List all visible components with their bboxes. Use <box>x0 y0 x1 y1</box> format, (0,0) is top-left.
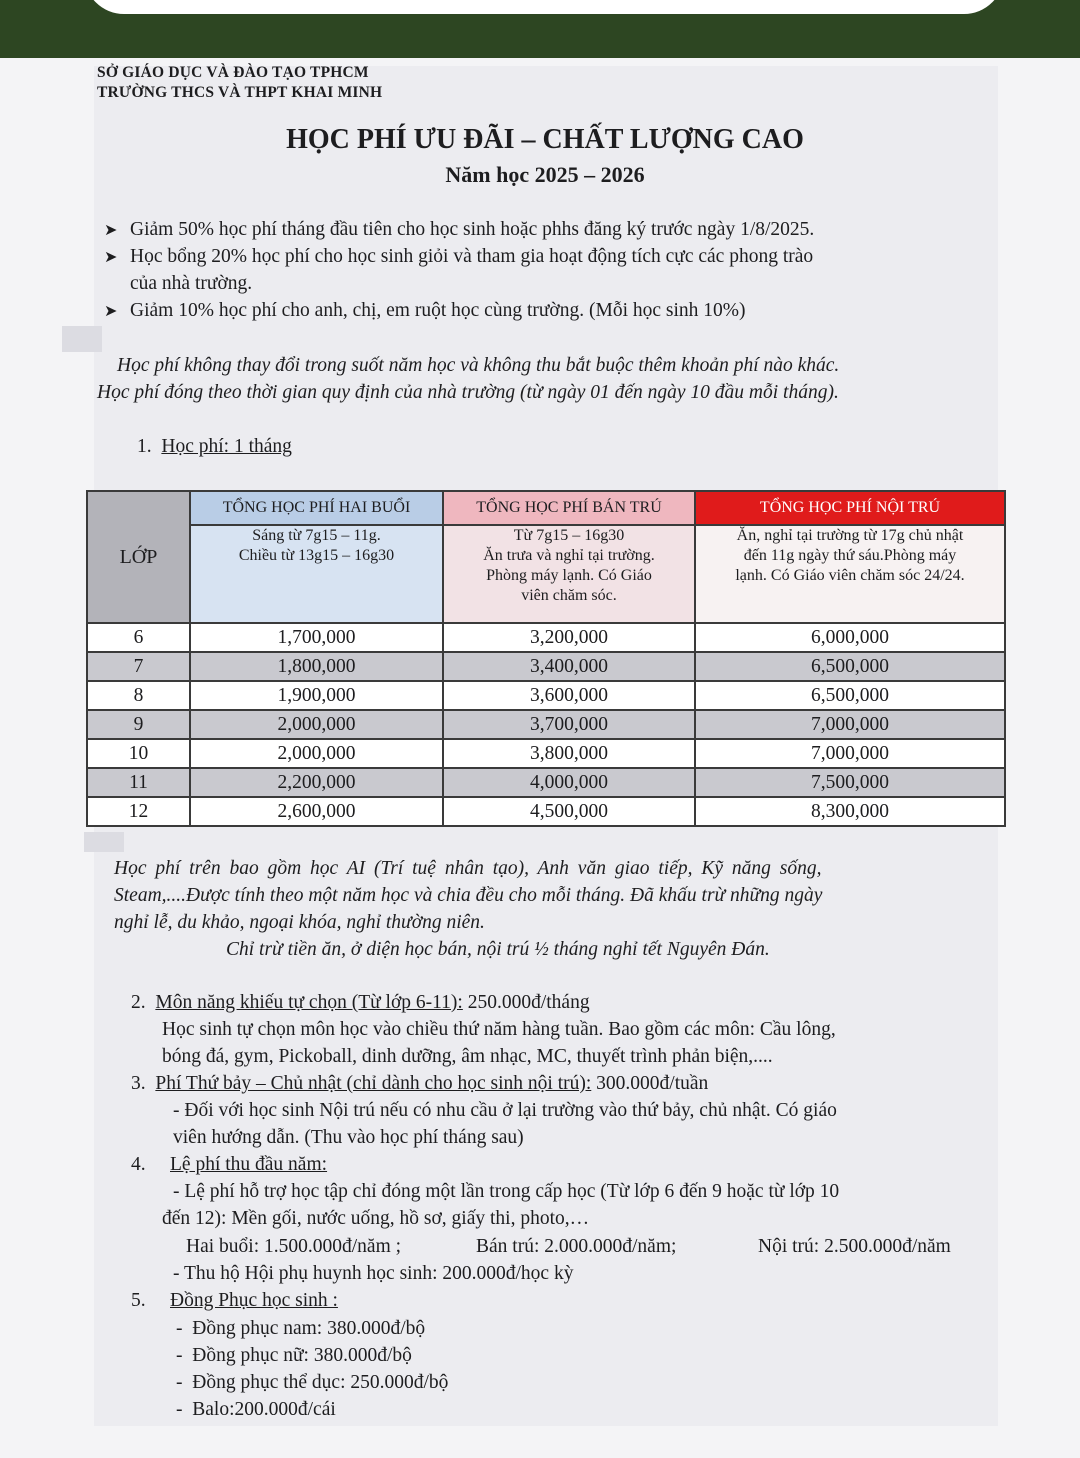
cell-hai-buoi: 2,000,000 <box>190 739 443 768</box>
col-header-hai-buoi: TỔNG HỌC PHÍ HAI BUỔI <box>190 491 443 525</box>
bullet-item: ➤ Giảm 50% học phí tháng đầu tiên cho học sinh hoặc phhs đăng ký trước ngày 1/8/2025. <box>104 219 815 240</box>
table-row <box>87 768 1005 797</box>
bullet-item: ➤ Học bổng 20% học phí cho học sinh giỏi và tham gia hoạt động tích cực các phong trào <box>104 246 814 267</box>
cell-hai-buoi: 1,700,000 <box>190 623 443 652</box>
table-row <box>87 652 1005 681</box>
bullet-item: ➤ Giảm 10% học phí cho anh, chị, em ruột học cùng trường. (Mỗi học sinh 10%) <box>104 300 746 321</box>
desc-ban-tru: Từ 7g15 – 16g30 Ăn trưa và nghỉ tại trường. Phòng máy lạnh. Có Giáo viên chăm sóc. <box>443 525 695 623</box>
table-note-line: Chỉ trừ tiền ăn, ở diện học bán, nội trú ½ tháng nghỉ tết Nguyên Đán. <box>226 939 770 960</box>
cell-hai-buoi: 1,900,000 <box>190 681 443 710</box>
cell-ban-tru: 4,000,000 <box>443 768 695 797</box>
cell-hai-buoi: 2,600,000 <box>190 797 443 826</box>
table-row <box>87 739 1005 768</box>
fee-hai-buoi: Hai buổi: 1.500.000đ/năm ; <box>186 1236 402 1257</box>
cell-noi-tru: 6,000,000 <box>695 623 1005 652</box>
cell-ban-tru: 4,500,000 <box>443 797 695 826</box>
cell-lop: 9 <box>87 710 190 739</box>
section-2-text: Học sinh tự chọn môn học vào chiều thứ năm hàng tuần. Bao gồm các môn: Cầu lông, <box>162 1019 836 1040</box>
section-4-heading: 4. Lệ phí thu đầu năm: <box>131 1154 328 1175</box>
cell-noi-tru: 6,500,000 <box>695 652 1005 681</box>
cell-noi-tru: 8,300,000 <box>695 797 1005 826</box>
desc-noi-tru: Ăn, nghỉ tại trường từ 17g chủ nhật đến 11g ngày thứ sáu.Phòng máy lạnh. Có Giáo viên chăm sóc 24/24. <box>695 525 1005 623</box>
fee-noi-tru: Nội trú: 2.500.000đ/năm <box>758 1236 951 1257</box>
cell-lop: 6 <box>87 623 190 652</box>
col-header-noi-tru: TỔNG HỌC PHÍ NỘI TRÚ <box>695 491 1005 525</box>
cell-ban-tru: 3,600,000 <box>443 681 695 710</box>
cell-hai-buoi: 1,800,000 <box>190 652 443 681</box>
table-note-line: Học phí trên bao gồm học AI (Trí tuệ nhân tạo), Anh văn giao tiếp, Kỹ năng sống, <box>114 858 822 879</box>
section-3-heading: 3. Phí Thứ bảy – Chủ nhật (chỉ dành cho học sinh nội trú): 300.000đ/tuần <box>131 1073 709 1094</box>
note-line: Học phí không thay đổi trong suốt năm học và không thu bắt buộc thêm khoản phí nào khác. <box>117 355 840 376</box>
scan-smudge <box>84 832 124 852</box>
org-line-1: SỞ GIÁO DỤC VÀ ĐÀO TẠO TPHCM <box>97 64 369 81</box>
cell-noi-tru: 7,000,000 <box>695 739 1005 768</box>
desc-hai-buoi: Sáng từ 7g15 – 11g. Chiều từ 13g15 – 16g30 <box>190 525 443 623</box>
doc-subtitle: Năm học 2025 – 2026 <box>445 162 645 187</box>
arrow-bullet-icon: ➤ <box>104 303 118 320</box>
scan-smudge <box>62 326 102 352</box>
table-note-line: nghỉ lễ, du khảo, ngoại khóa, nghỉ thường niên. <box>114 912 485 933</box>
top-pill <box>84 0 1004 14</box>
cell-ban-tru: 3,400,000 <box>443 652 695 681</box>
table-row <box>87 623 1005 652</box>
fee-ban-tru: Bán trú: 2.000.000đ/năm; <box>476 1236 677 1257</box>
section-4-text: - Lệ phí hỗ trợ học tập chỉ đóng một lần trong cấp học (Từ lớp 6 đến 9 hoặc từ lớp 10 <box>173 1181 840 1202</box>
col-header-lop: LỚP <box>87 491 190 623</box>
cell-noi-tru: 6,500,000 <box>695 681 1005 710</box>
note-line: Học phí đóng theo thời gian quy định của nhà trường (từ ngày 01 đến ngày 10 đầu mỗi tháng). <box>97 382 839 403</box>
arrow-bullet-icon: ➤ <box>104 249 118 266</box>
arrow-bullet-icon: ➤ <box>104 222 118 239</box>
section-4-text: đến 12): Mền gối, nước uống, hồ sơ, giấy thi, photo,… <box>162 1208 590 1229</box>
cell-ban-tru: 3,700,000 <box>443 710 695 739</box>
cell-ban-tru: 3,200,000 <box>443 623 695 652</box>
org-line-2: TRƯỜNG THCS VÀ THPT KHAI MINH <box>97 84 383 101</box>
section-2-text: bóng đá, gym, Pickoball, dinh dưỡng, âm nhạc, MC, thuyết trình phản biện,.... <box>162 1046 773 1067</box>
uniform-item: - Đồng phục nữ: 380.000đ/bộ <box>176 1345 412 1366</box>
cell-hai-buoi: 2,000,000 <box>190 710 443 739</box>
cell-lop: 12 <box>87 797 190 826</box>
cell-lop: 11 <box>87 768 190 797</box>
table-row <box>87 797 1005 826</box>
section-1-heading: 1. Học phí: 1 tháng <box>137 436 292 457</box>
section-4-thu-ho: - Thu hộ Hội phụ huynh học sinh: 200.000đ/học kỳ <box>173 1263 574 1284</box>
top-bar <box>0 0 1080 58</box>
fee-table <box>86 490 1006 827</box>
cell-lop: 10 <box>87 739 190 768</box>
section-3-text: viên hướng dẫn. (Thu vào học phí tháng sau) <box>173 1127 524 1148</box>
doc-title: HỌC PHÍ ƯU ĐÃI – CHẤT LƯỢNG CAO <box>286 124 804 155</box>
cell-noi-tru: 7,500,000 <box>695 768 1005 797</box>
cell-hai-buoi: 2,200,000 <box>190 768 443 797</box>
uniform-item: - Balo:200.000đ/cái <box>176 1399 336 1420</box>
section-5-heading: 5. Đồng Phục học sinh : <box>131 1290 338 1311</box>
cell-noi-tru: 7,000,000 <box>695 710 1005 739</box>
bullet-continuation: của nhà trường. <box>130 273 253 294</box>
table-row <box>87 710 1005 739</box>
table-row <box>87 681 1005 710</box>
section-2-heading: 2. Môn năng khiếu tự chọn (Từ lớp 6-11): 250.000đ/tháng <box>131 992 590 1013</box>
table-note-line: Steam,....Được tính theo một năm học và chia đều cho mỗi tháng. Đã khấu trừ những ngày <box>114 885 823 906</box>
cell-ban-tru: 3,800,000 <box>443 739 695 768</box>
uniform-item: - Đồng phục thể dục: 250.000đ/bộ <box>176 1372 449 1393</box>
cell-lop: 7 <box>87 652 190 681</box>
col-header-ban-tru: TỔNG HỌC PHÍ BÁN TRÚ <box>443 491 695 525</box>
cell-lop: 8 <box>87 681 190 710</box>
section-3-text: - Đối với học sinh Nội trú nếu có nhu cầu ở lại trường vào thứ bảy, chủ nhật. Có giáo <box>173 1100 837 1121</box>
uniform-item: - Đồng phục nam: 380.000đ/bộ <box>176 1318 426 1339</box>
